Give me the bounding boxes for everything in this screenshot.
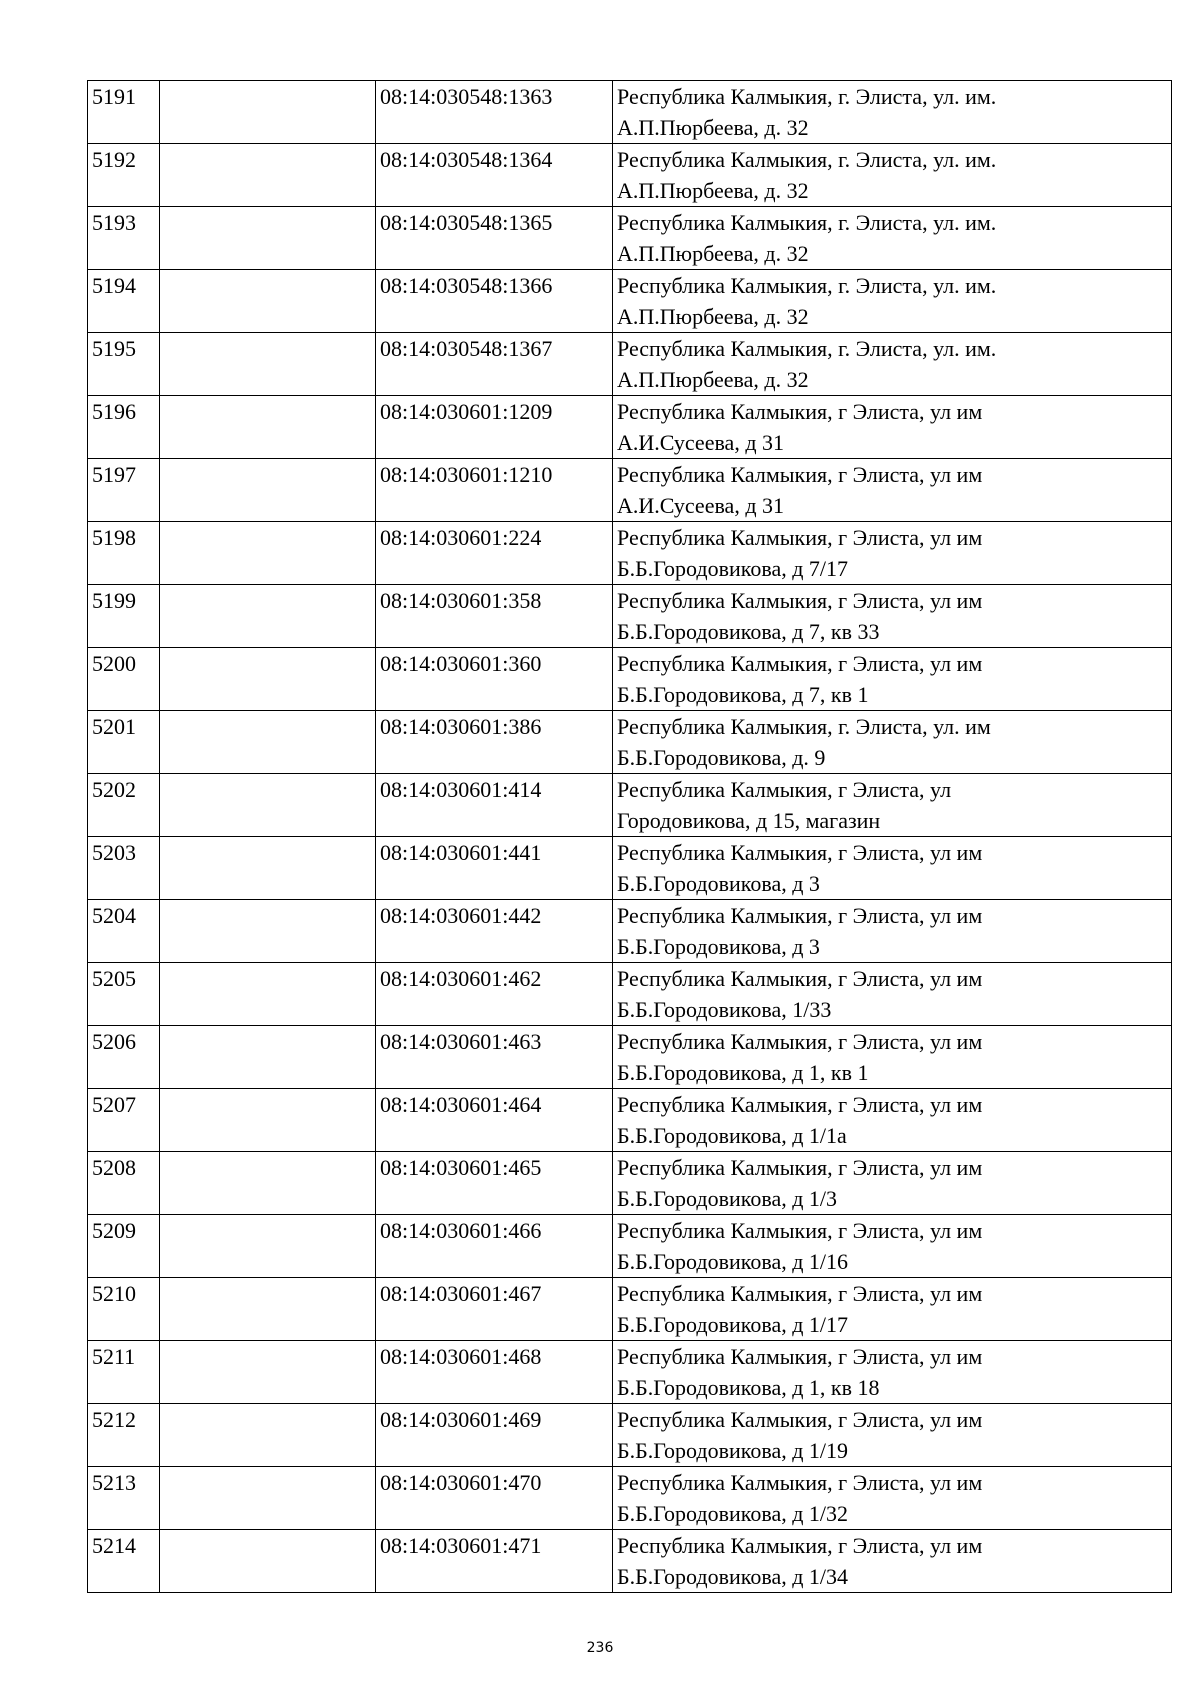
address-cell — [613, 648, 1172, 711]
table-row — [88, 1215, 1172, 1278]
cadastral-number: 08:14:030548:1366 — [376, 270, 613, 333]
cadastral-number: 08:14:030601:1209 — [376, 396, 613, 459]
table-row — [88, 1530, 1172, 1593]
address-line-2: Б.Б.Городовикова, д 3 — [617, 871, 820, 896]
table-row — [88, 1026, 1172, 1089]
address-cell — [613, 144, 1172, 207]
cadastral-number: 08:14:030601:358 — [376, 585, 613, 648]
empty-cell — [160, 270, 376, 333]
address-line-1: Республика Калмыкия, г Элиста, ул им — [617, 1155, 983, 1180]
address-cell — [613, 1467, 1172, 1530]
row-number: 5204 — [88, 900, 160, 963]
cadastral-number: 08:14:030601:414 — [376, 774, 613, 837]
empty-cell — [160, 1278, 376, 1341]
empty-cell — [160, 81, 376, 144]
row-number: 5191 — [88, 81, 160, 144]
address-cell — [613, 1026, 1172, 1089]
address-line-2: А.И.Сусеева, д 31 — [617, 430, 785, 455]
empty-cell — [160, 1215, 376, 1278]
address-line-2: Б.Б.Городовикова, д 7, кв 1 — [617, 682, 869, 707]
table-row — [88, 270, 1172, 333]
cadastral-number: 08:14:030601:386 — [376, 711, 613, 774]
empty-cell — [160, 207, 376, 270]
address-cell — [613, 333, 1172, 396]
cadastral-number: 08:14:030601:465 — [376, 1152, 613, 1215]
empty-cell — [160, 1026, 376, 1089]
empty-cell — [160, 459, 376, 522]
row-number: 5209 — [88, 1215, 160, 1278]
row-number: 5193 — [88, 207, 160, 270]
address-line-1: Республика Калмыкия, г. Элиста, ул. им. — [617, 147, 997, 172]
address-line-2: Б.Б.Городовикова, д 7, кв 33 — [617, 619, 880, 644]
address-line-1: Республика Калмыкия, г Элиста, ул им — [617, 399, 983, 424]
address-line-1: Республика Калмыкия, г. Элиста, ул. им — [617, 714, 991, 739]
address-line-1: Республика Калмыкия, г Элиста, ул им — [617, 462, 983, 487]
address-line-2: А.П.Пюрбеева, д. 32 — [617, 367, 809, 392]
address-line-1: Республика Калмыкия, г Элиста, ул им — [617, 1470, 983, 1495]
row-number: 5211 — [88, 1341, 160, 1404]
address-line-2: Б.Б.Городовикова, д 7/17 — [617, 556, 849, 581]
address-line-1: Республика Калмыкия, г Элиста, ул им — [617, 1344, 983, 1369]
address-line-1: Республика Калмыкия, г Элиста, ул им — [617, 1407, 983, 1432]
address-line-1: Республика Калмыкия, г Элиста, ул им — [617, 903, 983, 928]
address-line-2: А.И.Сусеева, д 31 — [617, 493, 785, 518]
table-row — [88, 207, 1172, 270]
address-cell — [613, 837, 1172, 900]
empty-cell — [160, 396, 376, 459]
table-row — [88, 522, 1172, 585]
address-cell — [613, 585, 1172, 648]
address-cell — [613, 1404, 1172, 1467]
address-line-2: Б.Б.Городовикова, 1/33 — [617, 997, 832, 1022]
address-line-1: Республика Калмыкия, г Элиста, ул им — [617, 588, 983, 613]
address-line-2: Б.Б.Городовикова, д 1/17 — [617, 1312, 849, 1337]
address-cell — [613, 1215, 1172, 1278]
row-number: 5200 — [88, 648, 160, 711]
cadastral-number: 08:14:030601:469 — [376, 1404, 613, 1467]
table-row — [88, 396, 1172, 459]
row-number: 5214 — [88, 1530, 160, 1593]
empty-cell — [160, 711, 376, 774]
address-line-1: Республика Калмыкия, г Элиста, ул им — [617, 525, 983, 550]
address-line-2: Б.Б.Городовикова, д 3 — [617, 934, 820, 959]
cadastral-number: 08:14:030601:442 — [376, 900, 613, 963]
empty-cell — [160, 1089, 376, 1152]
row-number: 5201 — [88, 711, 160, 774]
address-cell — [613, 900, 1172, 963]
empty-cell — [160, 1530, 376, 1593]
address-cell — [613, 963, 1172, 1026]
address-line-2: Б.Б.Городовикова, д. 9 — [617, 745, 826, 770]
table-row — [88, 900, 1172, 963]
address-line-2: А.П.Пюрбеева, д. 32 — [617, 178, 809, 203]
row-number: 5198 — [88, 522, 160, 585]
empty-cell — [160, 333, 376, 396]
address-line-1: Республика Калмыкия, г. Элиста, ул. им. — [617, 84, 997, 109]
address-cell — [613, 711, 1172, 774]
address-line-1: Республика Калмыкия, г Элиста, ул им — [617, 1218, 983, 1243]
address-line-1: Республика Калмыкия, г Элиста, ул — [617, 777, 952, 802]
address-line-1: Республика Калмыкия, г Элиста, ул им — [617, 1533, 983, 1558]
cadastral-number: 08:14:030601:463 — [376, 1026, 613, 1089]
page-number: 236 — [586, 1640, 614, 1656]
row-number: 5212 — [88, 1404, 160, 1467]
row-number: 5210 — [88, 1278, 160, 1341]
address-cell — [613, 1089, 1172, 1152]
address-line-2: Б.Б.Городовикова, д 1/32 — [617, 1501, 849, 1526]
row-number: 5195 — [88, 333, 160, 396]
address-line-2: А.П.Пюрбеева, д. 32 — [617, 115, 809, 140]
table-row — [88, 1467, 1172, 1530]
table-row — [88, 774, 1172, 837]
address-line-2: Городовикова, д 15, магазин — [617, 808, 881, 833]
address-cell — [613, 522, 1172, 585]
empty-cell — [160, 648, 376, 711]
address-line-2: Б.Б.Городовикова, д 1/1а — [617, 1123, 847, 1148]
address-line-1: Республика Калмыкия, г. Элиста, ул. им. — [617, 210, 997, 235]
address-line-1: Республика Калмыкия, г. Элиста, ул. им. — [617, 273, 997, 298]
empty-cell — [160, 963, 376, 1026]
table-row — [88, 585, 1172, 648]
empty-cell — [160, 585, 376, 648]
empty-cell — [160, 522, 376, 585]
row-number: 5199 — [88, 585, 160, 648]
address-line-1: Республика Калмыкия, г Элиста, ул им — [617, 651, 983, 676]
row-number: 5197 — [88, 459, 160, 522]
address-line-2: Б.Б.Городовикова, д 1/3 — [617, 1186, 838, 1211]
empty-cell — [160, 1404, 376, 1467]
address-line-2: Б.Б.Городовикова, д 1, кв 1 — [617, 1060, 869, 1085]
address-line-2: Б.Б.Городовикова, д 1, кв 18 — [617, 1375, 880, 1400]
cadastral-number: 08:14:030548:1365 — [376, 207, 613, 270]
cadastral-number: 08:14:030548:1367 — [376, 333, 613, 396]
table-row — [88, 1341, 1172, 1404]
address-line-2: А.П.Пюрбеева, д. 32 — [617, 304, 809, 329]
row-number: 5205 — [88, 963, 160, 1026]
cadastral-number: 08:14:030601:466 — [376, 1215, 613, 1278]
cadastral-number: 08:14:030601:1210 — [376, 459, 613, 522]
empty-cell — [160, 1152, 376, 1215]
row-number: 5206 — [88, 1026, 160, 1089]
table-row — [88, 648, 1172, 711]
address-line-2: А.П.Пюрбеева, д. 32 — [617, 241, 809, 266]
table-row — [88, 837, 1172, 900]
table-row — [88, 333, 1172, 396]
address-cell — [613, 1278, 1172, 1341]
table-row — [88, 711, 1172, 774]
address-cell — [613, 1341, 1172, 1404]
address-line-1: Республика Калмыкия, г. Элиста, ул. им. — [617, 336, 997, 361]
cadastral-number: 08:14:030601:464 — [376, 1089, 613, 1152]
cadastral-number: 08:14:030601:224 — [376, 522, 613, 585]
address-line-1: Республика Калмыкия, г Элиста, ул им — [617, 1029, 983, 1054]
registry-table — [87, 80, 1172, 1593]
address-cell — [613, 1152, 1172, 1215]
address-line-2: Б.Б.Городовикова, д 1/16 — [617, 1249, 849, 1274]
cadastral-number: 08:14:030601:467 — [376, 1278, 613, 1341]
row-number: 5196 — [88, 396, 160, 459]
address-cell — [613, 81, 1172, 144]
address-line-2: Б.Б.Городовикова, д 1/19 — [617, 1438, 849, 1463]
address-cell — [613, 774, 1172, 837]
address-cell — [613, 270, 1172, 333]
table-row — [88, 1404, 1172, 1467]
empty-cell — [160, 774, 376, 837]
row-number: 5208 — [88, 1152, 160, 1215]
table-row — [88, 144, 1172, 207]
cadastral-number: 08:14:030601:360 — [376, 648, 613, 711]
registry-table-body — [88, 81, 1172, 1593]
address-line-2: Б.Б.Городовикова, д 1/34 — [617, 1564, 849, 1589]
row-number: 5207 — [88, 1089, 160, 1152]
row-number: 5194 — [88, 270, 160, 333]
address-line-1: Республика Калмыкия, г Элиста, ул им — [617, 966, 983, 991]
cadastral-number: 08:14:030548:1364 — [376, 144, 613, 207]
empty-cell — [160, 837, 376, 900]
row-number: 5192 — [88, 144, 160, 207]
address-cell — [613, 459, 1172, 522]
address-line-1: Республика Калмыкия, г Элиста, ул им — [617, 840, 983, 865]
table-row — [88, 81, 1172, 144]
address-cell — [613, 396, 1172, 459]
cadastral-number: 08:14:030601:468 — [376, 1341, 613, 1404]
empty-cell — [160, 1341, 376, 1404]
cadastral-number: 08:14:030601:471 — [376, 1530, 613, 1593]
table-row — [88, 1152, 1172, 1215]
cadastral-number: 08:14:030548:1363 — [376, 81, 613, 144]
table-row — [88, 963, 1172, 1026]
table-row — [88, 1278, 1172, 1341]
empty-cell — [160, 1467, 376, 1530]
table-row — [88, 1089, 1172, 1152]
address-cell — [613, 1530, 1172, 1593]
address-line-1: Республика Калмыкия, г Элиста, ул им — [617, 1092, 983, 1117]
empty-cell — [160, 900, 376, 963]
empty-cell — [160, 144, 376, 207]
table-row — [88, 459, 1172, 522]
address-cell — [613, 207, 1172, 270]
row-number: 5203 — [88, 837, 160, 900]
cadastral-number: 08:14:030601:470 — [376, 1467, 613, 1530]
row-number: 5213 — [88, 1467, 160, 1530]
address-line-1: Республика Калмыкия, г Элиста, ул им — [617, 1281, 983, 1306]
cadastral-number: 08:14:030601:441 — [376, 837, 613, 900]
cadastral-number: 08:14:030601:462 — [376, 963, 613, 1026]
row-number: 5202 — [88, 774, 160, 837]
